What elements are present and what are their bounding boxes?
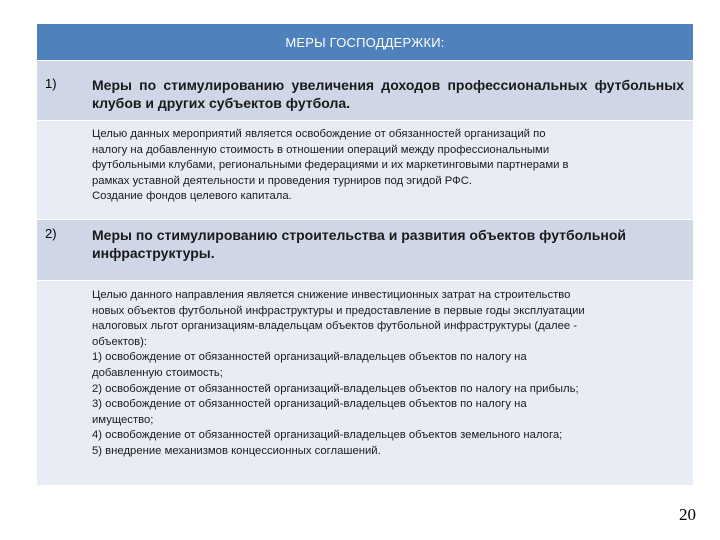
item-description-cell <box>83 281 693 485</box>
description-line: 2) освобождение от обязанностей организаций-владельцев объектов по налогу на прибыль; <box>92 382 579 395</box>
item-description-cell <box>83 121 693 219</box>
support-measures-table <box>37 24 693 485</box>
table-header: МЕРЫ ГОСПОДДЕРЖКИ: <box>37 24 693 60</box>
item-title: Меры по стимулированию увеличения доходов профессиональных футбольных клубов и других субъектов футбола. <box>92 77 684 111</box>
description-line: объектов): <box>92 335 148 348</box>
item-title: Меры по стимулированию строительства и развития объектов футбольной инфраструктуры. <box>92 227 626 261</box>
item-number: 2) <box>45 226 57 241</box>
description-line: 4) освобождение от обязанностей организаций-владельцев объектов земельного налога; <box>92 429 563 442</box>
item-title-cell <box>83 220 693 280</box>
description-line: налогу на добавленную стоимость в отношении операций между профессиональными <box>92 143 550 156</box>
item-title-cell <box>83 61 693 120</box>
description-line: Целью данных мероприятий является освобождение от обязанностей организаций по <box>92 128 546 140</box>
item-number: 1) <box>45 76 57 91</box>
description-line: футбольными клубами, региональными федерациями и их маркетинговыми партнерами в <box>92 159 569 172</box>
description-line: добавленную стоимость; <box>92 366 223 379</box>
page-number: 20 <box>679 505 696 524</box>
table-row <box>37 219 693 280</box>
description-line: Создание фондов целевого капитала. <box>92 190 292 203</box>
description-line: 5) внедрение механизмов концессионных соглашений. <box>92 444 381 457</box>
description-line: рамках уставной деятельности и проведения турниров под эгидой РФС. <box>92 174 473 187</box>
description-line: Целью данного направления является снижение инвестиционных затрат на строительство <box>92 289 571 301</box>
table-row <box>37 120 693 219</box>
empty-number-cell <box>37 121 83 219</box>
description-line: 1) освобождение от обязанностей организаций-владельцев объектов по налогу на <box>92 351 527 364</box>
empty-number-cell <box>37 281 83 485</box>
table-row <box>37 280 693 485</box>
description-line: налоговых льгот организациям-владельцам объектов футбольной инфраструктуры (далее - <box>92 320 578 333</box>
description-line: новых объектов футбольной инфраструктуры и предоставление в первые годы эксплуатации <box>92 304 585 317</box>
item-description <box>92 127 684 205</box>
description-line: имущество; <box>92 413 154 426</box>
table-row <box>37 60 693 120</box>
item-description <box>92 288 684 460</box>
description-line: 3) освобождение от обязанностей организаций-владельцев объектов по налогу на <box>92 398 527 411</box>
